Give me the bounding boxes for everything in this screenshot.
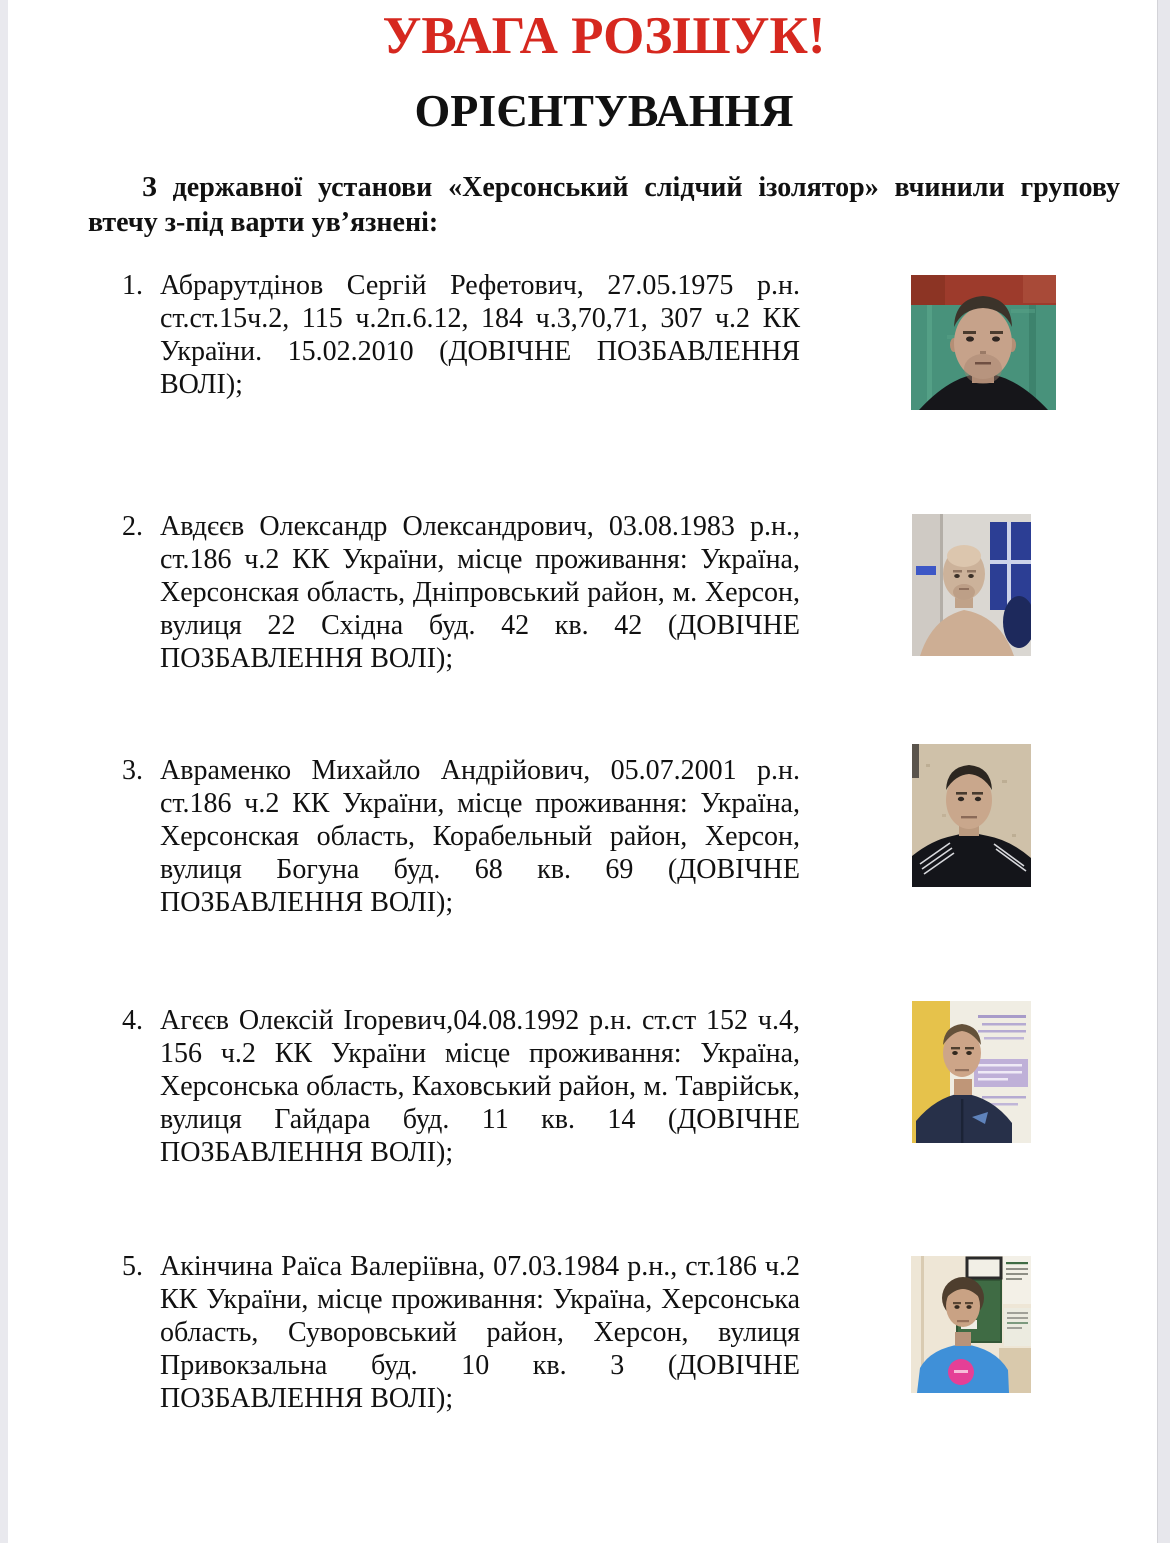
entry-number: 3. [122,755,143,786]
entry-text: Абрарутдінов Сергій Рефетович, 27.05.1975 р.н. ст.ст.15ч.2, 115 ч.2п.6.12, 184 ч.3,70,71, 307 ч.2 КК України. 15.02.2010 (ДОВІЧНЕ ПОЗБАВЛЕННЯ ВОЛІ); [160,270,800,400]
suspect-photo-1 [911,275,1056,410]
list-item [122,1250,802,1415]
page-left-edge [0,0,8,1543]
list-item [122,510,802,675]
entry-number: 5. [122,1251,143,1282]
entry-number: 2. [122,511,143,542]
entry-text: Авраменко Михайло Андрійович, 05.07.2001 р.н. ст.186 ч.2 КК України, місце проживання: Україна, Херсонская область, Корабельный район, Херсон, вулиця Богуна буд. 68 кв. 69 (ДОВІЧНЕ ПОЗБАВЛЕННЯ ВОЛІ); [160,755,800,918]
suspect-photo-2 [912,514,1031,656]
suspect-photo-3 [912,744,1031,887]
list-item [122,754,802,919]
entry-text: Агєєв Олексій Ігоревич,04.08.1992 р.н. ст.ст 152 ч.4, 156 ч.2 КК України місце проживання: Україна, Херсонська область, Каховський район, м. Таврійськ, вулиця Гайдара буд. 11 кв. 14 (ДОВІЧНЕ ПОЗБАВЛЕННЯ ВОЛІ); [160,1005,800,1168]
list-item [122,269,802,401]
suspect-photo-5 [911,1256,1031,1393]
suspect-photo-4 [912,1001,1031,1143]
page-subtitle: ОРІЄНТУВАННЯ [414,85,794,136]
page-title: УВАГА РОЗШУК! [382,7,826,65]
entry-number: 4. [122,1005,143,1036]
intro-paragraph: З державної установи «Херсонський слідчий ізолятор» вчинили групову втечу з-під варти ув’язнені: [88,172,1120,238]
entry-text: Акінчина Раїса Валеріївна, 07.03.1984 р.н., ст.186 ч.2 КК України, місце проживання: Україна, Херсонська область, Суворовський район, Херсон, вулиця Привокзальна буд. 10 кв. 3 (ДОВІЧНЕ ПОЗБАВЛЕННЯ ВОЛІ); [160,1251,800,1414]
entry-text: Авдєєв Олександр Олександрович, 03.08.1983 р.н., ст.186 ч.2 КК України, місце проживання: Україна, Херсонская область, Дніпровський район, м. Херсон, вулиця 22 Східна буд. 42 кв. 42 (ДОВІЧНЕ ПОЗБАВЛЕННЯ ВОЛІ); [160,511,800,674]
entry-number: 1. [122,270,143,301]
scrollbar-track[interactable] [1157,0,1170,1543]
list-item [122,1004,802,1169]
